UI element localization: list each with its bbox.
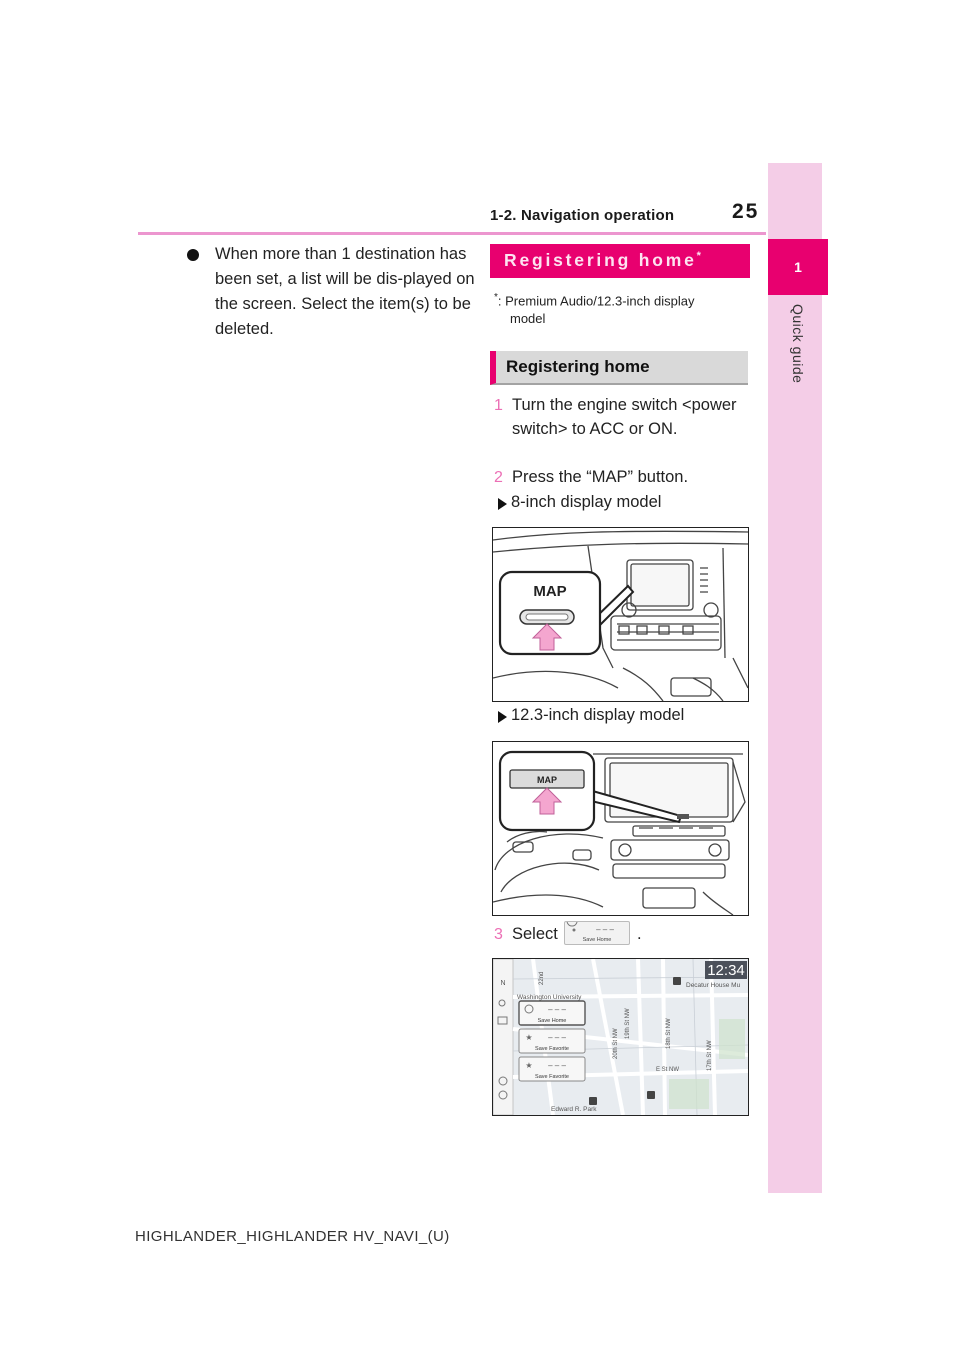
sub-item-arrow-icon [498, 711, 507, 723]
save-favorite-label: Save Favorite [535, 1074, 569, 1080]
section-header-title: 1-2. Navigation operation [490, 207, 675, 224]
chapter-number-tab: 1 [768, 239, 828, 295]
star-icon: ★ [525, 1033, 533, 1042]
step-text: Turn the engine switch <power switch> to ACC or ON. [512, 396, 737, 438]
subheading-box [490, 351, 748, 385]
footnote-line-2: model [510, 311, 546, 327]
save-home-label: Save Home [537, 1018, 567, 1024]
step-number: 2 [494, 469, 503, 486]
map-label-18th: 18th St NW [666, 1018, 672, 1049]
map-label-19th: 19th St NW [625, 1008, 631, 1039]
chapter-label: Quick guide [790, 304, 806, 384]
save-favorite-dashes: – – – [548, 1061, 566, 1070]
bullet-dot-icon [187, 249, 199, 261]
map-label-university: Washington University [517, 994, 582, 1001]
map-button-callout-label: MAP [537, 775, 557, 785]
save-home-dashes: – – – [548, 1005, 566, 1014]
map-clock: 12:34 [707, 962, 745, 979]
save-favorite-dashes: – – – [548, 1033, 566, 1042]
footnote-mark: * [494, 292, 498, 303]
section-banner [490, 244, 750, 278]
poi-pin-icon [673, 977, 681, 985]
sub-item-label: 8-inch display model [511, 493, 662, 511]
section-title-mark: * [696, 250, 701, 263]
save-favorite-button-1[interactable] [519, 1029, 585, 1053]
map-label-20th: 20th St NW [613, 1028, 619, 1059]
step-2 [494, 465, 754, 489]
step-1 [494, 393, 754, 465]
footer-model-code: HIGHLANDER_HIGHLANDER HV_NAVI_(U) [135, 1228, 450, 1245]
star-icon: ★ [525, 1061, 533, 1070]
section-title: Registering home [504, 250, 697, 270]
dashboard-12inch-figure [492, 741, 749, 916]
step-text-end: . [637, 925, 642, 943]
map-button-callout-label: MAP [533, 583, 567, 600]
step-number: 3 [494, 926, 503, 943]
sub-item-arrow-icon [498, 498, 507, 510]
step-text-wrap [512, 922, 742, 947]
inline-icon-dashes: – – – [596, 924, 615, 934]
map-label-22nd: 22nd [539, 971, 545, 985]
dashboard-8inch-figure [492, 527, 749, 702]
subheading-title: Registering home [506, 357, 650, 376]
save-favorite-label: Save Favorite [535, 1046, 569, 1052]
poi-pin-icon [647, 1091, 655, 1099]
poi-pin-icon [589, 1097, 597, 1105]
save-home-inline-icon [564, 921, 630, 945]
map-screen-illustration [493, 959, 748, 1115]
map-label-17th: 17th St NW [707, 1040, 713, 1071]
page-number: 25 [732, 200, 760, 223]
footnote [494, 289, 752, 328]
step-number: 1 [494, 397, 503, 414]
footnote-line-1: : Premium Audio/12.3-inch display [497, 293, 695, 309]
header-divider [138, 232, 766, 235]
save-favorite-button-2[interactable] [519, 1057, 585, 1081]
sub-item-label: 12.3-inch display model [511, 706, 685, 724]
map-label-e-st: E St NW [656, 1067, 680, 1073]
save-home-button[interactable] [519, 1001, 585, 1025]
map-screen-figure [492, 958, 749, 1116]
dashboard-8inch-illustration [493, 528, 748, 701]
step-3 [494, 922, 754, 950]
compass-label: N [500, 980, 506, 987]
note-text: When more than 1 destination has been set, a list will be dis-played on the screen. Select the item(s) to be deleted. [215, 245, 475, 338]
inline-icon-label: Save Home [583, 936, 612, 943]
step-text: Select [512, 925, 558, 943]
map-label-park: Edward R. Park [551, 1106, 597, 1113]
map-label-house: Decatur House Mu [686, 982, 741, 989]
dashboard-12inch-illustration [493, 742, 748, 915]
step-text: Press the “MAP” button. [512, 468, 689, 486]
